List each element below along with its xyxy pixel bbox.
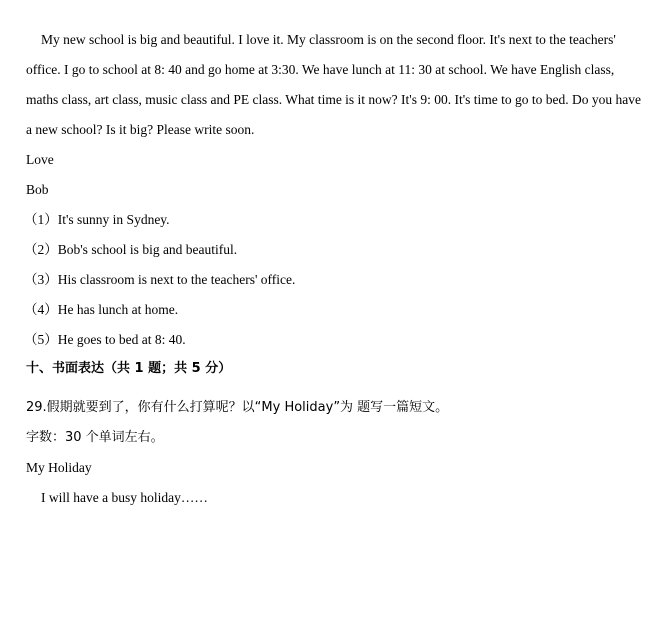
essay-start: I will have a busy holiday……: [41, 490, 208, 505]
statement-3: （3）His classroom is next to the teachers' office.: [24, 272, 296, 287]
statement-2: （2）Bob's school is big and beautiful.: [24, 242, 238, 257]
section-heading: 十、书面表达（共 1 题；共 5 分）: [26, 361, 232, 376]
essay-title: My Holiday: [26, 460, 92, 475]
passage-line-4: a new school? Is it big? Please write soon.: [26, 122, 255, 137]
passage-line-1: My new school is big and beautiful. I love it. My classroom is on the second floor. It's next to the teachers': [41, 32, 616, 47]
word-count-requirement: 字数：30 个单词左右。: [26, 430, 164, 445]
letter-signature: Bob: [26, 182, 49, 197]
letter-closing: Love: [26, 152, 54, 167]
passage-line-3: maths class, art class, music class and PE class. What time is it now? It's 9: 00. It's time to go to bed. Do you have: [26, 92, 642, 107]
statement-1: （1）It's sunny in Sydney.: [24, 212, 170, 227]
statement-5: （5）He goes to bed at 8: 40.: [24, 332, 186, 347]
passage-line-2: office. I go to school at 8: 40 and go home at 3:30. We have lunch at 11: 30 at school. We have English class,: [26, 62, 615, 77]
statement-4: （4）He has lunch at home.: [24, 302, 179, 317]
question-prompt: 29.假期就要到了，你有什么打算呢？以“My Holiday”为 题写一篇短文。: [26, 400, 449, 415]
